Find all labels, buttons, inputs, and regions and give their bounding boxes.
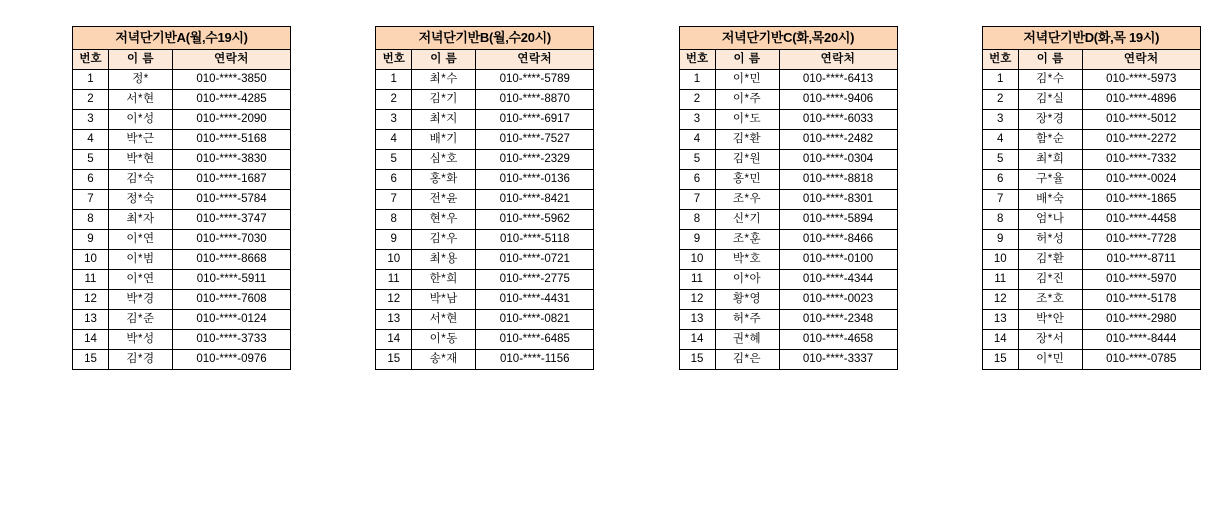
- row-name: 장*서: [1018, 330, 1082, 350]
- row-number: 4: [982, 130, 1018, 150]
- row-number: 13: [376, 310, 412, 330]
- row-number: 2: [679, 90, 715, 110]
- row-number: 8: [73, 210, 109, 230]
- row-name: 이*성: [109, 110, 173, 130]
- row-name: 이*범: [109, 250, 173, 270]
- row-number: 7: [376, 190, 412, 210]
- row-name: 송*재: [412, 350, 476, 370]
- table-row: [982, 190, 1200, 210]
- row-number: 12: [376, 290, 412, 310]
- row-number: 13: [73, 310, 109, 330]
- row-name: 김*기: [412, 90, 476, 110]
- row-name: 배*숙: [1018, 190, 1082, 210]
- row-number: 12: [982, 290, 1018, 310]
- column-header: 이 름: [412, 50, 476, 70]
- row-name: 함*순: [1018, 130, 1082, 150]
- row-phone: 010-****-0124: [173, 310, 291, 330]
- table-row: [376, 250, 594, 270]
- row-name: 김*수: [1018, 70, 1082, 90]
- row-phone: 010-****-2090: [173, 110, 291, 130]
- table-row: [679, 270, 897, 290]
- table-row: [679, 150, 897, 170]
- row-number: 9: [73, 230, 109, 250]
- row-name: 허*성: [1018, 230, 1082, 250]
- table-row: [679, 110, 897, 130]
- row-name: 이*주: [715, 90, 779, 110]
- table-row: [982, 110, 1200, 130]
- row-phone: 010-****-7030: [173, 230, 291, 250]
- row-phone: 010-****-2482: [779, 130, 897, 150]
- column-header: 번호: [376, 50, 412, 70]
- row-name: 조*훈: [715, 230, 779, 250]
- row-phone: 010-****-0100: [779, 250, 897, 270]
- row-number: 8: [376, 210, 412, 230]
- row-number: 6: [679, 170, 715, 190]
- row-name: 권*혜: [715, 330, 779, 350]
- row-name: 신*기: [715, 210, 779, 230]
- row-name: 조*호: [1018, 290, 1082, 310]
- row-number: 7: [679, 190, 715, 210]
- row-name: 서*현: [412, 310, 476, 330]
- table-row: [679, 130, 897, 150]
- row-name: 이*연: [109, 270, 173, 290]
- table-row: [982, 250, 1200, 270]
- row-number: 4: [73, 130, 109, 150]
- row-name: 박*호: [715, 250, 779, 270]
- row-name: 박*성: [109, 330, 173, 350]
- column-header: 이 름: [1018, 50, 1082, 70]
- row-phone: 010-****-8870: [476, 90, 594, 110]
- column-header: 이 름: [109, 50, 173, 70]
- row-phone: 010-****-8466: [779, 230, 897, 250]
- row-phone: 010-****-2775: [476, 270, 594, 290]
- table-row: [73, 130, 291, 150]
- row-number: 1: [982, 70, 1018, 90]
- row-phone: 010-****-2272: [1082, 130, 1200, 150]
- row-name: 김*실: [1018, 90, 1082, 110]
- table-header-row: [982, 50, 1200, 70]
- row-number: 14: [679, 330, 715, 350]
- table-row: [376, 350, 594, 370]
- row-name: 엄*나: [1018, 210, 1082, 230]
- table-row: [73, 270, 291, 290]
- row-phone: 010-****-9406: [779, 90, 897, 110]
- table-row: [376, 110, 594, 130]
- row-phone: 010-****-5168: [173, 130, 291, 150]
- table-title-row: [376, 27, 594, 50]
- row-phone: 010-****-6485: [476, 330, 594, 350]
- row-phone: 010-****-2980: [1082, 310, 1200, 330]
- table-row: [376, 170, 594, 190]
- table-row: [376, 90, 594, 110]
- row-number: 3: [982, 110, 1018, 130]
- table-row: [679, 290, 897, 310]
- row-phone: 010-****-7608: [173, 290, 291, 310]
- row-number: 5: [679, 150, 715, 170]
- table-title: 저녁단기반C(화,목20시): [679, 27, 897, 50]
- row-phone: 010-****-4344: [779, 270, 897, 290]
- row-number: 4: [376, 130, 412, 150]
- row-phone: 010-****-8301: [779, 190, 897, 210]
- row-phone: 010-****-8668: [173, 250, 291, 270]
- row-name: 김*원: [715, 150, 779, 170]
- row-name: 최*용: [412, 250, 476, 270]
- table-row: [982, 170, 1200, 190]
- row-name: 김*숙: [109, 170, 173, 190]
- row-phone: 010-****-6033: [779, 110, 897, 130]
- table-row: [982, 350, 1200, 370]
- row-number: 10: [376, 250, 412, 270]
- row-name: 박*경: [109, 290, 173, 310]
- row-phone: 010-****-5911: [173, 270, 291, 290]
- row-name: 장*경: [1018, 110, 1082, 130]
- table-title-row: [982, 27, 1200, 50]
- row-name: 김*진: [1018, 270, 1082, 290]
- row-phone: 010-****-4458: [1082, 210, 1200, 230]
- row-name: 김*우: [412, 230, 476, 250]
- row-phone: 010-****-7332: [1082, 150, 1200, 170]
- row-phone: 010-****-6917: [476, 110, 594, 130]
- roster-table: [982, 26, 1201, 370]
- table-header-row: [679, 50, 897, 70]
- row-number: 5: [982, 150, 1018, 170]
- table-title: 저녁단기반B(월,수20시): [376, 27, 594, 50]
- column-header: 이 름: [715, 50, 779, 70]
- row-name: 최*희: [1018, 150, 1082, 170]
- table-row: [73, 230, 291, 250]
- table-row: [982, 330, 1200, 350]
- row-number: 15: [982, 350, 1018, 370]
- row-phone: 010-****-1865: [1082, 190, 1200, 210]
- roster-table-block: [72, 26, 307, 370]
- row-name: 이*동: [412, 330, 476, 350]
- row-name: 김*환: [715, 130, 779, 150]
- table-row: [73, 150, 291, 170]
- row-number: 6: [376, 170, 412, 190]
- row-number: 7: [982, 190, 1018, 210]
- row-phone: 010-****-0304: [779, 150, 897, 170]
- row-phone: 010-****-4896: [1082, 90, 1200, 110]
- column-header: 번호: [679, 50, 715, 70]
- row-name: 김*은: [715, 350, 779, 370]
- row-number: 14: [73, 330, 109, 350]
- row-number: 11: [679, 270, 715, 290]
- row-phone: 010-****-5118: [476, 230, 594, 250]
- table-row: [376, 210, 594, 230]
- row-number: 11: [73, 270, 109, 290]
- table-header-row: [73, 50, 291, 70]
- table-row: [679, 170, 897, 190]
- row-phone: 010-****-5970: [1082, 270, 1200, 290]
- row-number: 10: [679, 250, 715, 270]
- table-row: [73, 310, 291, 330]
- row-phone: 010-****-3850: [173, 70, 291, 90]
- table-row: [376, 330, 594, 350]
- row-phone: 010-****-5973: [1082, 70, 1200, 90]
- table-title-row: [73, 27, 291, 50]
- row-name: 현*우: [412, 210, 476, 230]
- row-phone: 010-****-8444: [1082, 330, 1200, 350]
- table-row: [679, 350, 897, 370]
- column-header: 연락처: [1082, 50, 1200, 70]
- row-name: 홍*민: [715, 170, 779, 190]
- table-row: [376, 230, 594, 250]
- table-row: [376, 310, 594, 330]
- table-row: [982, 270, 1200, 290]
- row-number: 1: [73, 70, 109, 90]
- table-row: [73, 330, 291, 350]
- row-name: 김*환: [1018, 250, 1082, 270]
- table-row: [73, 350, 291, 370]
- row-number: 9: [376, 230, 412, 250]
- row-name: 박*근: [109, 130, 173, 150]
- table-row: [73, 250, 291, 270]
- row-phone: 010-****-0024: [1082, 170, 1200, 190]
- table-row: [679, 310, 897, 330]
- table-row: [376, 190, 594, 210]
- table-row: [982, 310, 1200, 330]
- table-row: [376, 270, 594, 290]
- column-header: 번호: [982, 50, 1018, 70]
- column-header: 연락처: [173, 50, 291, 70]
- table-row: [73, 210, 291, 230]
- row-number: 15: [376, 350, 412, 370]
- row-phone: 010-****-2329: [476, 150, 594, 170]
- table-row: [679, 70, 897, 90]
- row-number: 6: [982, 170, 1018, 190]
- column-header: 연락처: [476, 50, 594, 70]
- row-number: 12: [679, 290, 715, 310]
- row-name: 박*현: [109, 150, 173, 170]
- table-title: 저녁단기반D(화,목 19시): [982, 27, 1200, 50]
- table-row: [679, 230, 897, 250]
- row-phone: 010-****-3337: [779, 350, 897, 370]
- row-phone: 010-****-5012: [1082, 110, 1200, 130]
- row-phone: 010-****-7527: [476, 130, 594, 150]
- row-name: 정*: [109, 70, 173, 90]
- row-phone: 010-****-5789: [476, 70, 594, 90]
- table-row: [73, 70, 291, 90]
- row-number: 13: [679, 310, 715, 330]
- row-phone: 010-****-6413: [779, 70, 897, 90]
- row-name: 구*율: [1018, 170, 1082, 190]
- row-phone: 010-****-4431: [476, 290, 594, 310]
- table-row: [73, 110, 291, 130]
- table-header-row: [376, 50, 594, 70]
- row-phone: 010-****-4658: [779, 330, 897, 350]
- row-phone: 010-****-0785: [1082, 350, 1200, 370]
- row-number: 13: [982, 310, 1018, 330]
- table-row: [679, 210, 897, 230]
- row-number: 3: [679, 110, 715, 130]
- table-row: [982, 230, 1200, 250]
- table-title: 저녁단기반A(월,수19시): [73, 27, 291, 50]
- row-number: 8: [982, 210, 1018, 230]
- row-phone: 010-****-0821: [476, 310, 594, 330]
- row-phone: 010-****-8818: [779, 170, 897, 190]
- row-phone: 010-****-1687: [173, 170, 291, 190]
- row-number: 2: [982, 90, 1018, 110]
- row-name: 김*경: [109, 350, 173, 370]
- column-header: 번호: [73, 50, 109, 70]
- row-number: 15: [73, 350, 109, 370]
- row-name: 정*숙: [109, 190, 173, 210]
- table-row: [376, 70, 594, 90]
- row-name: 최*자: [109, 210, 173, 230]
- row-phone: 010-****-5784: [173, 190, 291, 210]
- row-phone: 010-****-5962: [476, 210, 594, 230]
- row-name: 조*우: [715, 190, 779, 210]
- table-row: [73, 170, 291, 190]
- row-number: 2: [73, 90, 109, 110]
- row-number: 1: [679, 70, 715, 90]
- row-phone: 010-****-0721: [476, 250, 594, 270]
- row-phone: 010-****-5178: [1082, 290, 1200, 310]
- row-name: 이*민: [1018, 350, 1082, 370]
- table-row: [376, 290, 594, 310]
- table-title-row: [679, 27, 897, 50]
- row-number: 9: [982, 230, 1018, 250]
- table-row: [376, 130, 594, 150]
- row-phone: 010-****-7728: [1082, 230, 1200, 250]
- row-number: 5: [376, 150, 412, 170]
- row-number: 8: [679, 210, 715, 230]
- row-name: 허*주: [715, 310, 779, 330]
- row-name: 홍*화: [412, 170, 476, 190]
- row-number: 5: [73, 150, 109, 170]
- row-phone: 010-****-3733: [173, 330, 291, 350]
- row-number: 6: [73, 170, 109, 190]
- row-name: 심*호: [412, 150, 476, 170]
- table-row: [73, 290, 291, 310]
- row-phone: 010-****-8421: [476, 190, 594, 210]
- row-name: 박*남: [412, 290, 476, 310]
- row-number: 3: [73, 110, 109, 130]
- row-name: 박*안: [1018, 310, 1082, 330]
- roster-table: [375, 26, 594, 370]
- row-phone: 010-****-2348: [779, 310, 897, 330]
- column-header: 연락처: [779, 50, 897, 70]
- row-phone: 010-****-5894: [779, 210, 897, 230]
- row-name: 한*희: [412, 270, 476, 290]
- row-phone: 010-****-8711: [1082, 250, 1200, 270]
- row-phone: 010-****-3830: [173, 150, 291, 170]
- row-name: 서*현: [109, 90, 173, 110]
- table-row: [73, 90, 291, 110]
- row-phone: 010-****-0023: [779, 290, 897, 310]
- table-row: [982, 210, 1200, 230]
- row-number: 10: [982, 250, 1018, 270]
- table-row: [679, 330, 897, 350]
- table-row: [679, 190, 897, 210]
- roster-table-block: [375, 26, 610, 370]
- row-name: 이*아: [715, 270, 779, 290]
- row-number: 11: [982, 270, 1018, 290]
- row-phone: 010-****-3747: [173, 210, 291, 230]
- row-number: 15: [679, 350, 715, 370]
- row-phone: 010-****-4285: [173, 90, 291, 110]
- row-number: 14: [376, 330, 412, 350]
- row-name: 최*지: [412, 110, 476, 130]
- row-name: 황*영: [715, 290, 779, 310]
- table-row: [982, 90, 1200, 110]
- row-number: 4: [679, 130, 715, 150]
- roster-table: [72, 26, 291, 370]
- row-number: 12: [73, 290, 109, 310]
- row-name: 이*민: [715, 70, 779, 90]
- roster-table: [679, 26, 898, 370]
- row-name: 전*윤: [412, 190, 476, 210]
- row-number: 10: [73, 250, 109, 270]
- row-name: 최*수: [412, 70, 476, 90]
- row-name: 김*준: [109, 310, 173, 330]
- row-number: 1: [376, 70, 412, 90]
- row-number: 7: [73, 190, 109, 210]
- table-row: [982, 290, 1200, 310]
- row-number: 2: [376, 90, 412, 110]
- row-phone: 010-****-0976: [173, 350, 291, 370]
- row-phone: 010-****-0136: [476, 170, 594, 190]
- row-name: 이*도: [715, 110, 779, 130]
- row-name: 배*기: [412, 130, 476, 150]
- table-row: [679, 90, 897, 110]
- row-number: 9: [679, 230, 715, 250]
- table-row: [376, 150, 594, 170]
- table-row: [679, 250, 897, 270]
- row-number: 11: [376, 270, 412, 290]
- row-number: 14: [982, 330, 1018, 350]
- roster-table-block: [679, 26, 914, 370]
- table-row: [73, 190, 291, 210]
- row-name: 이*연: [109, 230, 173, 250]
- table-row: [982, 130, 1200, 150]
- roster-table-block: [982, 26, 1217, 370]
- table-row: [982, 70, 1200, 90]
- table-row: [982, 150, 1200, 170]
- row-phone: 010-****-1156: [476, 350, 594, 370]
- row-number: 3: [376, 110, 412, 130]
